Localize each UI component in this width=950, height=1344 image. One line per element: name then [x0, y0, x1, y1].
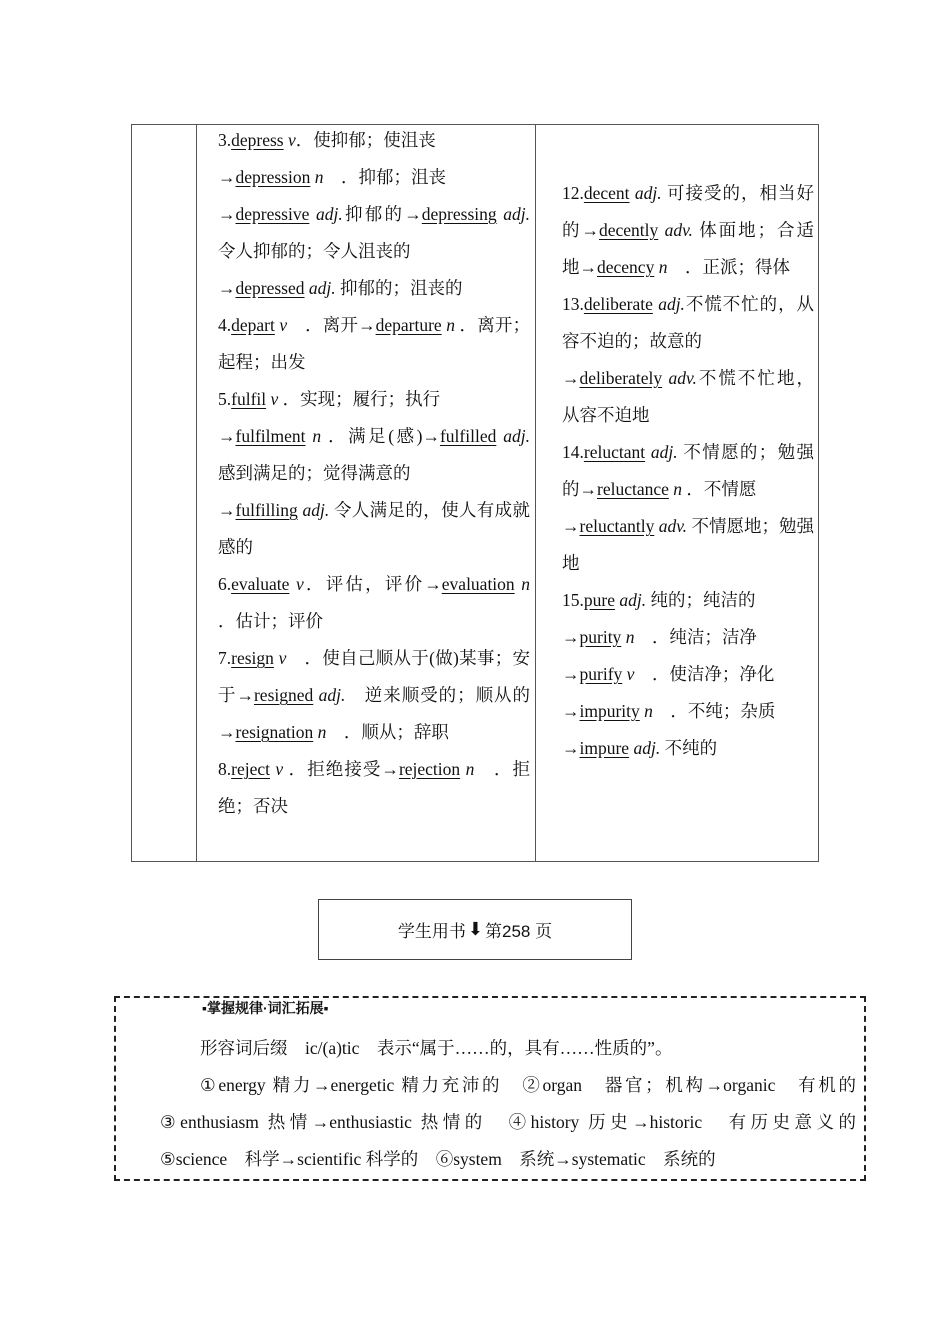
entry-fulfilment: →fulfilment n ．满足(感)→fulfilled adj. 感到满足的；觉得满意的: [218, 426, 531, 483]
entry-deliberate: 13.deliberate adj.不慌不忙的，从容不迫的；故意的: [562, 294, 815, 351]
rule-text: [160, 1030, 856, 1178]
entry-reject: 8.reject v ．拒绝接受→rejection n ．拒绝；否决: [218, 759, 531, 816]
entry-evaluate: 6.evaluate v．评估，评价→evaluation n ．估计；评价: [218, 574, 531, 631]
rule-line-3: ⑤science 科学→scientific 科学的 ⑥system 系统→systematic 系统的: [160, 1149, 716, 1169]
entry-depress: 3.depress v．使抑郁；使沮丧: [218, 130, 436, 150]
entry-depart: 4.depart v ．离开→departure n ．离开；起程；出发: [218, 315, 531, 372]
entry-depression: →depression n ．抑郁；沮丧: [218, 167, 446, 187]
entry-depressive: →depressive adj.抑郁的→depressing adj. 令人抑郁的；令人沮丧的: [218, 204, 531, 261]
entry-purify: →purify v ．使洁净；净化: [562, 664, 775, 684]
rule-line-1: ①energy 精力→energetic 精力充沛的 ②organ 器官；机构→organic 有机的: [200, 1075, 856, 1095]
banner-prefix: 学生用书: [397, 922, 466, 941]
entry-depressed: →depressed adj. 抑郁的；沮丧的: [218, 278, 463, 298]
entry-deliberately: →deliberately adv.不慌不忙地，从容不迫地: [562, 368, 815, 425]
entry-resign: 7.resign v ．使自己顺从于(做)某事；安于→resigned adj. 逆来顺受的；顺从的→resignation n ．顺从；辞职: [218, 648, 531, 742]
entry-impure: →impure adj. 不纯的: [562, 738, 718, 758]
entry-purity: →purity n ．纯洁；洁净: [562, 627, 757, 647]
vocab-column-right: [562, 175, 814, 767]
entry-pure: 15.pure adj. 纯的；纯洁的: [562, 590, 756, 610]
col-divider-1: [196, 125, 197, 861]
down-arrow-icon: ⬇: [467, 919, 483, 939]
rule-line-2: ③enthusiasm 热情→enthusiastic 热情的 ④history 历史→historic 有历史意义的: [160, 1112, 856, 1132]
rule-box: [114, 996, 866, 1181]
entry-reluctant: 14.reluctant adj. 不情愿的；勉强的→reluctance n ．不情愿: [562, 442, 815, 499]
entry-impurity: →impurity n ．不纯；杂质: [562, 701, 776, 721]
vocab-column-middle: [218, 122, 530, 825]
entry-fulfilling: →fulfilling adj. 令人满足的，使人有成就感的: [218, 500, 531, 557]
rule-intro: 形容词后缀 ic/(a)tic 表示“属于……的，具有……性质的”。: [200, 1038, 673, 1058]
col-divider-2: [535, 125, 536, 861]
entry-decent: 12.decent adj. 可接受的，相当好的→decently adv. 体面地；合适地→decency n ．正派；得体: [562, 183, 815, 277]
rule-title: ▪掌握规律·词汇拓展▪: [198, 998, 333, 1018]
entry-reluctantly: →reluctantly adv. 不情愿地；勉强地: [562, 516, 815, 573]
vocab-table: [131, 124, 819, 862]
entry-fulfil: 5.fulfil v ．实现；履行；执行: [218, 389, 441, 409]
student-book-page-banner: [318, 899, 632, 960]
banner-page: 第258 页: [485, 922, 553, 941]
